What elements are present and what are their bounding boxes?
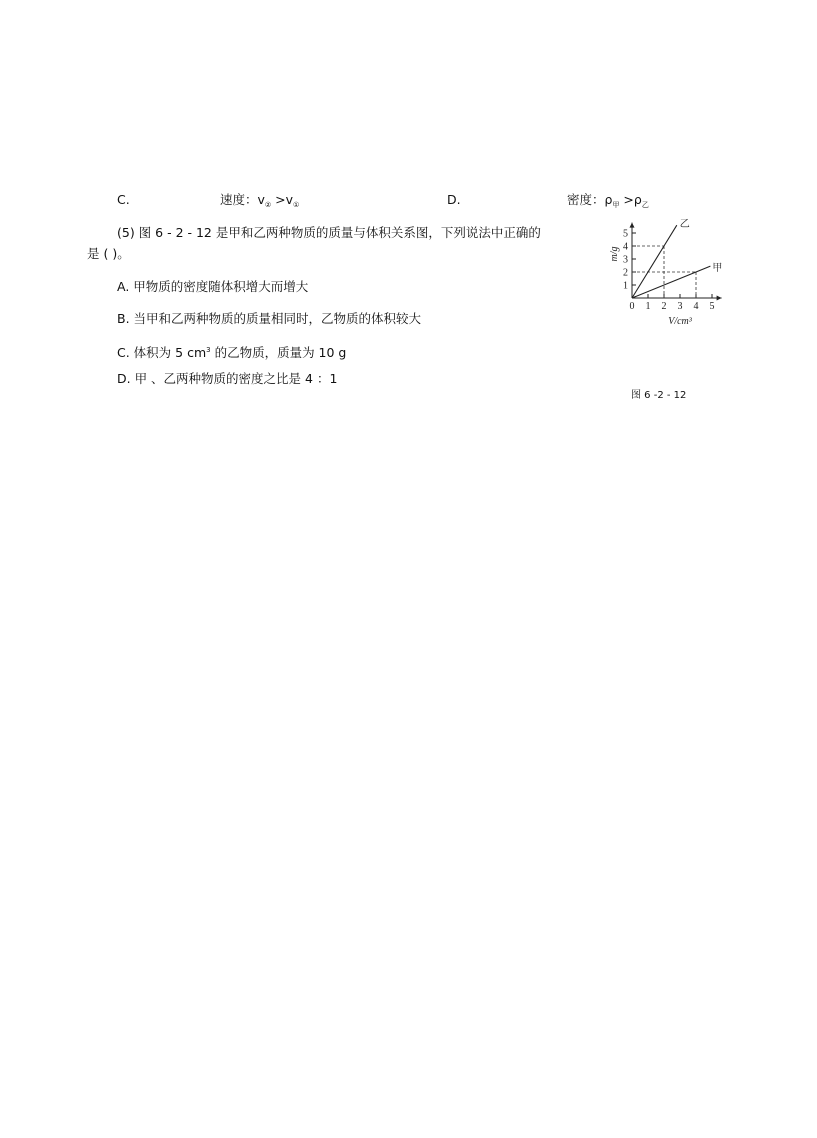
- graph-axes: [630, 223, 722, 301]
- option-c-gt: >v: [271, 192, 294, 207]
- option-d-prefix: 密度：ρ: [567, 192, 613, 207]
- option-c-sup: 3: [206, 346, 211, 354]
- option-c-sub2: ①: [293, 201, 300, 209]
- option-d-sub1: 甲: [612, 201, 620, 209]
- option-b: B. 当甲和乙两种物质的质量相同时，乙物质的体积较大: [117, 311, 422, 326]
- y-axis-label: m/g: [609, 246, 620, 262]
- option-d-label: D.: [447, 192, 461, 207]
- figure-caption: 图 6 -2 - 12: [631, 390, 687, 401]
- option-d-text: [567, 192, 649, 213]
- x-axis-label: V/cm³: [668, 316, 692, 327]
- x-tick-label: 1: [645, 301, 651, 312]
- option-d-sub2: 乙: [641, 201, 649, 209]
- y-tick-label: 2: [623, 267, 628, 279]
- y-tick-label: 1: [623, 280, 628, 292]
- x-tick-label: 2: [661, 301, 667, 312]
- question-stem-line2: 是 ( )。: [87, 246, 130, 261]
- x-tick-label: 4: [693, 301, 699, 312]
- y-axis-arrow-icon: [630, 223, 635, 228]
- x-tick-label: 0: [629, 301, 635, 312]
- series-line-jia: [632, 266, 710, 298]
- mass-volume-graph: [606, 212, 746, 332]
- option-d-gt: >ρ: [619, 192, 642, 207]
- series-line-yi: [632, 225, 677, 298]
- y-tick-label: 3: [623, 254, 628, 266]
- x-tick-label: 3: [677, 301, 683, 312]
- option-c-pre: C. 体积为 5 cm: [117, 345, 207, 360]
- y-tick-label: 4: [623, 241, 628, 253]
- line-label-yi: 乙: [679, 219, 690, 231]
- line-label-jia: 甲: [712, 263, 723, 275]
- question-stem-line1: (5) 图 6 - 2 - 12 是甲和乙两种物质的质量与体积关系图，下列说法中正确的: [117, 225, 541, 240]
- option-c-label: C.: [117, 192, 130, 207]
- option-c-sub1: ②: [264, 201, 272, 209]
- option-a: A. 甲物质的密度随体积增大而增大: [117, 279, 309, 294]
- x-tick-label: 5: [709, 301, 715, 312]
- option-d: D. 甲 、乙两种物质的密度之比是 4 ：1: [117, 371, 338, 386]
- graph-series: [632, 225, 710, 298]
- option-c: [117, 342, 346, 361]
- option-c-post: 的乙物质，质量为 10 g: [210, 345, 347, 360]
- option-c-prefix: 速度：v: [220, 192, 265, 207]
- option-c-text: [220, 192, 299, 213]
- y-tick-label: 5: [623, 228, 628, 240]
- x-axis-arrow-icon: [717, 296, 722, 301]
